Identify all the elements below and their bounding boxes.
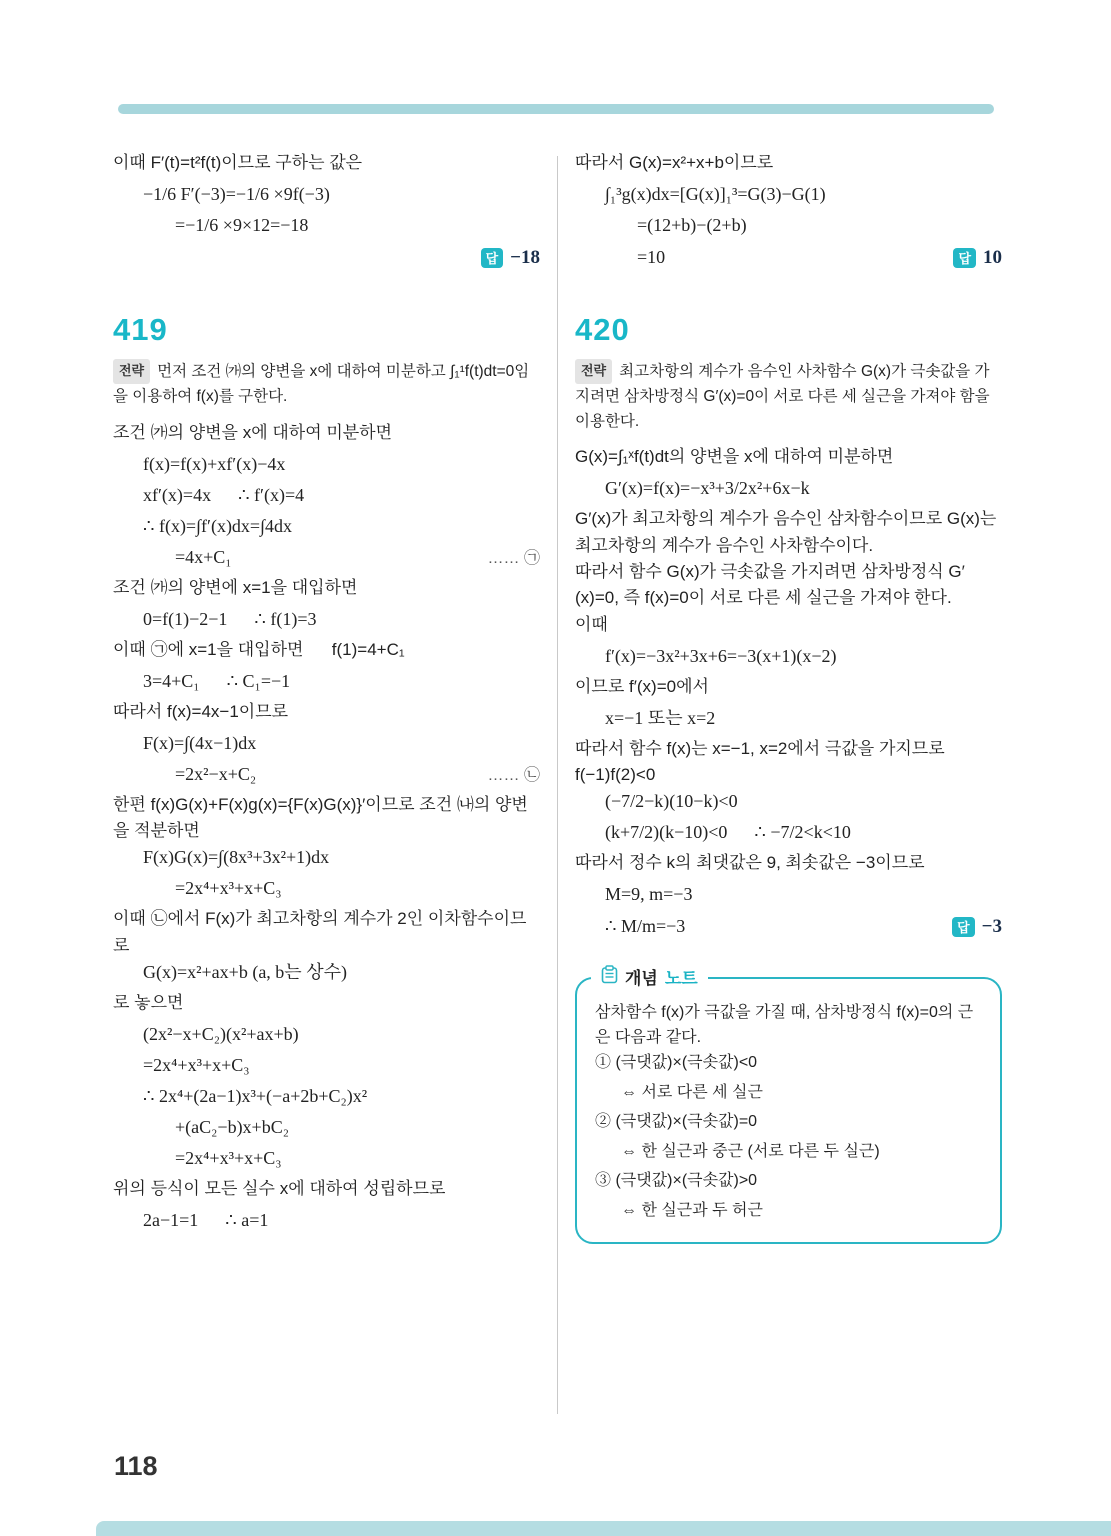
answer — [469, 243, 540, 272]
line-text: 따라서 f(x)=4x−1이므로 — [113, 701, 289, 721]
line-text: ⇔ 한 실근과 두 허근 — [621, 1201, 763, 1219]
line-text: F(x)G(x)=∫(8x³+3x²+1)dx — [143, 847, 330, 868]
solution-line — [113, 1021, 540, 1052]
line-text: 이때 ㉠에 x=1을 대입하면 f(1)=4+C₁ — [113, 639, 405, 659]
solution-line — [113, 212, 540, 243]
line-text: ∴ M/m=−3 — [605, 916, 686, 937]
solution-line — [113, 1114, 540, 1145]
solution-line — [113, 637, 540, 668]
solution-line — [575, 736, 1002, 789]
solution-line — [575, 819, 1002, 850]
line-text: 조건 ㈎의 양변을 x에 대하여 미분하면 — [113, 422, 393, 442]
line-text: +(aC₂−b)x+bC₂ — [175, 1116, 289, 1137]
line-text: 3=4+C₁ ∴ C₁=−1 — [143, 670, 291, 691]
solution-line — [113, 699, 540, 730]
answer-badge: 답 — [481, 248, 504, 268]
column-divider — [557, 156, 558, 1414]
line-text: xf′(x)=4x ∴ f′(x)=4 — [143, 484, 305, 505]
strategy-text: 최고차항의 계수가 음수인 사차함수 G(x)가 극솟값을 가지려면 삼차방정식 G′(x)=0이 서로 다른 세 실근을 가져야 함을 이용한다. — [575, 363, 990, 430]
solution-line — [595, 1199, 982, 1229]
solution-line — [595, 1051, 982, 1081]
line-text: (k+7/2)(k−10)<0 ∴ −7/2<k<10 — [605, 822, 851, 843]
solution-line — [575, 475, 1002, 506]
strategy-badge: 전략 — [113, 359, 150, 384]
line-text: =−1/6 ×9×12=−18 — [175, 215, 309, 235]
solution-columns — [113, 150, 1003, 1414]
solution-418-tail — [113, 150, 540, 274]
solution-420-body — [575, 444, 1002, 943]
line-text: ⇔ 서로 다른 세 실근 — [621, 1083, 763, 1101]
solution-line — [113, 844, 540, 875]
solution-line — [113, 150, 540, 181]
line-text: x=−1 또는 x=2 — [605, 707, 716, 728]
solution-line — [575, 674, 1002, 705]
line-text: =2x²−x+C₂ — [175, 763, 257, 784]
solution-line — [113, 668, 540, 699]
solution-line — [113, 482, 540, 513]
solution-line — [575, 612, 1002, 643]
line-text: (−7/2−k)(10−k)<0 — [605, 791, 738, 812]
line-text: 이때 F′(t)=t²f(t)이므로 구하는 값은 — [113, 153, 363, 172]
line-text: 2a−1=1 ∴ a=1 — [143, 1209, 269, 1230]
line-text: =4x+C₁ — [175, 546, 232, 567]
line-text: f(x)=f(x)+xf′(x)−4x — [143, 453, 286, 474]
line-text: f′(x)=−3x²+3x+6=−3(x+1)(x−2) — [605, 645, 837, 666]
note-title-part-2: 노트 — [664, 969, 698, 989]
line-text: 조건 ㈎의 양변에 x=1을 대입하면 — [113, 577, 358, 597]
solution-line — [575, 181, 1002, 212]
note-title-part-1: 개념 — [625, 969, 658, 989]
solution-419-conclusion — [575, 150, 1002, 274]
line-text: ⇔ 한 실근과 중근 (서로 다른 두 실근) — [621, 1142, 880, 1160]
line-text: M=9, m=−3 — [605, 884, 693, 905]
line-text: =(12+b)−(2+b) — [637, 215, 747, 235]
answer-value: −3 — [981, 916, 1002, 938]
line-text: =10 — [637, 246, 666, 267]
solution-line — [113, 243, 540, 274]
solution-line — [113, 1083, 540, 1114]
line-text: F(x)=∫(4x−1)dx — [143, 732, 257, 753]
concept-note-box — [575, 969, 1002, 1244]
problem-number-419: 419 — [113, 312, 168, 347]
bottom-decoration-bar — [96, 1521, 1111, 1536]
line-text: 따라서 G(x)=x²+x+b이므로 — [575, 153, 774, 172]
solution-line — [113, 906, 540, 959]
solution-line — [113, 792, 540, 845]
solution-line — [113, 513, 540, 544]
line-text: 0=f(1)−2−1 ∴ f(1)=3 — [143, 608, 317, 629]
solution-line — [575, 212, 1002, 243]
solution-line — [113, 990, 540, 1021]
solution-line — [595, 1081, 982, 1111]
solution-line — [595, 1140, 982, 1170]
solution-line — [113, 420, 540, 451]
line-text: =2x⁴+x³+x+C₃ — [143, 1054, 250, 1075]
line-text: 위의 등식이 모든 실수 x에 대하여 성립하므로 — [113, 1178, 446, 1198]
answer — [941, 243, 1002, 272]
solution-line — [575, 705, 1002, 736]
solution-line — [575, 444, 1002, 475]
solution-line — [113, 181, 540, 212]
line-text: G′(x)=f(x)=−x³+3/2x²+6x−k — [605, 478, 810, 499]
line-text: 이때 — [575, 614, 608, 634]
line-text: 삼차함수 f(x)가 극값을 가질 때, 삼차방정식 f(x)=0의 근은 다음과 같다. — [595, 1004, 974, 1047]
line-text: 따라서 정수 k의 최댓값은 9, 최솟값은 −3이므로 — [575, 853, 925, 873]
solution-419-body — [113, 420, 540, 1238]
line-text: ① (극댓값)×(극솟값)<0 — [595, 1054, 758, 1072]
concept-note-tab — [591, 964, 708, 989]
line-text: G′(x)가 최고차항의 계수가 음수인 삼차함수이므로 G(x)는 최고차항의 계수가 음수인 사차함수이다. — [575, 509, 1002, 555]
line-text: 한편 f(x)G(x)+F(x)g(x)={F(x)G(x)}′이므로 조건 ㈏의 양변을 적분하면 — [113, 794, 528, 840]
line-text: 이므로 f′(x)=0에서 — [575, 676, 709, 696]
reference-mark: …… ㉡ — [487, 766, 540, 784]
answer-badge: 답 — [953, 248, 976, 268]
line-text: ③ (극댓값)×(극솟값)>0 — [595, 1172, 758, 1190]
solution-line — [113, 1207, 540, 1238]
strategy-text: 먼저 조건 ㈎의 양변을 x에 대하여 미분하고 ∫₁¹f(t)dt=0임을 이용하여 f(x)를 구한다. — [113, 363, 530, 405]
line-text: G(x)=∫₁ˣf(t)dt의 양변을 x에 대하여 미분하면 — [575, 447, 894, 467]
answer-value: −18 — [510, 247, 540, 268]
page-number: 118 — [114, 1451, 158, 1481]
line-text: ∴ 2x⁴+(2a−1)x³+(−a+2b+C₂)x² — [143, 1085, 368, 1106]
left-column — [113, 150, 540, 1414]
line-text: 이때 ㉡에서 F(x)가 최고차항의 계수가 2인 이차함수이므로 — [113, 909, 527, 955]
solution-line — [113, 1176, 540, 1207]
line-text: (2x²−x+C₂)(x²+ax+b) — [143, 1023, 299, 1044]
line-text: ② (극댓값)×(극솟값)=0 — [595, 1113, 758, 1131]
solution-line — [113, 730, 540, 761]
line-text: ∫₁³g(x)dx=[G(x)]₁³=G(3)−G(1) — [605, 184, 826, 204]
line-text: −1/6 F′(−3)=−1/6 ×9f(−3) — [143, 184, 330, 204]
solution-line — [575, 150, 1002, 181]
line-text: =2x⁴+x³+x+C₃ — [175, 878, 282, 899]
answer-value: 10 — [983, 247, 1002, 268]
line-text: 따라서 함수 G(x)가 극솟값을 가지려면 삼차방정식 G′(x)=0, 즉 f(x)=0이 서로 다른 세 실근을 가져야 한다. — [575, 562, 965, 608]
strategy-419 — [113, 360, 540, 410]
line-text: 따라서 함수 f(x)는 x=−1, x=2에서 극값을 가지므로 f(−1)f(2)<0 — [575, 738, 973, 785]
solution-line — [595, 1110, 982, 1140]
concept-note-body — [595, 1001, 982, 1228]
solution-line — [113, 761, 540, 792]
problem-number-420: 420 — [575, 312, 630, 347]
solution-line — [575, 912, 1002, 943]
solution-line — [113, 451, 540, 482]
reference-mark: …… ㉠ — [487, 549, 540, 567]
line-text: G(x)=x²+ax+b (a, b는 상수) — [143, 961, 347, 982]
solution-line — [575, 243, 1002, 274]
solution-line — [595, 1169, 982, 1199]
strategy-420 — [575, 360, 1002, 434]
answer-badge: 답 — [952, 917, 975, 937]
solution-line — [575, 506, 1002, 559]
solution-line — [113, 606, 540, 637]
line-text: 로 놓으면 — [113, 992, 184, 1012]
solution-line — [575, 850, 1002, 881]
solution-line — [113, 1145, 540, 1176]
solution-line — [575, 559, 1002, 612]
solution-line — [113, 544, 540, 575]
solution-line — [113, 875, 540, 906]
answer — [940, 912, 1002, 941]
solution-line — [575, 881, 1002, 912]
right-column — [575, 150, 1002, 1414]
solution-line — [113, 1052, 540, 1083]
solution-line — [575, 788, 1002, 819]
solution-line — [575, 643, 1002, 674]
top-decoration-bar — [118, 104, 994, 114]
solution-line — [113, 959, 540, 990]
strategy-badge: 전략 — [575, 359, 612, 384]
clipboard-icon — [601, 965, 618, 989]
solution-line — [113, 575, 540, 606]
line-text: =2x⁴+x³+x+C₃ — [175, 1147, 282, 1168]
line-text: ∴ f(x)=∫f′(x)dx=∫4dx — [143, 515, 293, 536]
solution-line — [595, 1001, 982, 1051]
